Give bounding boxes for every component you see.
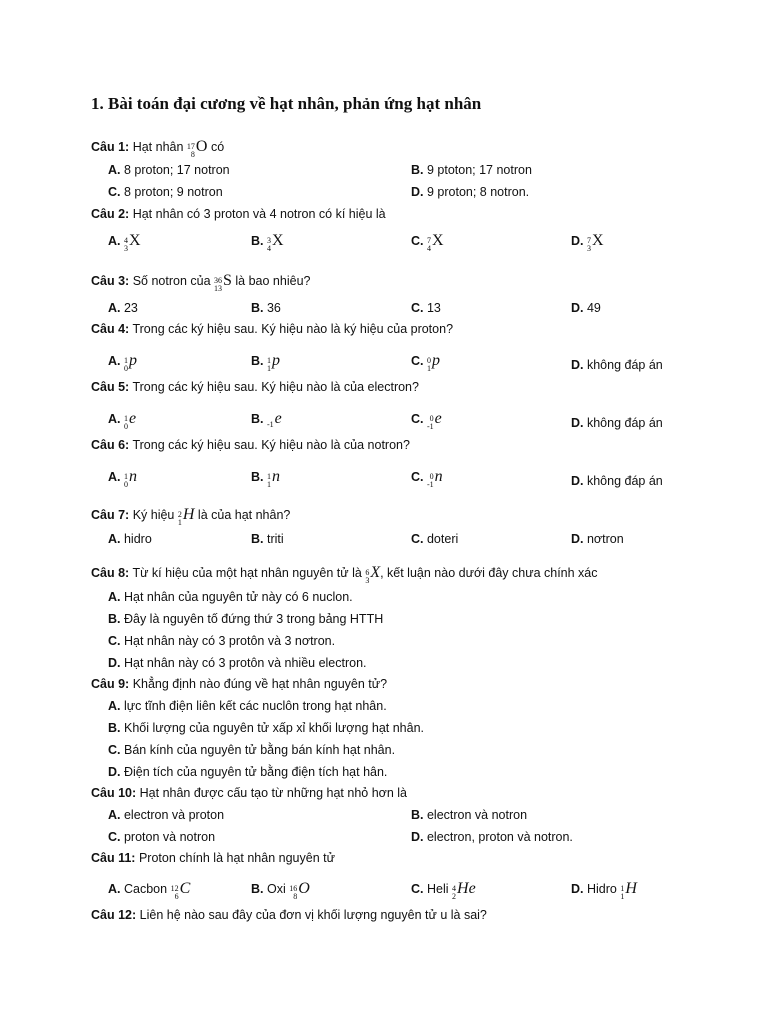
question-1 [91, 138, 224, 159]
option-b[interactable]: B. 36 [251, 301, 281, 315]
option-b[interactable]: B. triti [251, 532, 284, 546]
option-d[interactable]: D. Điện tích của nguyên tử bằng điện tích hạt hân. [108, 765, 388, 779]
question-2 [91, 207, 386, 221]
question-text: Proton chính là hạt nhân nguyên tử [138, 851, 335, 865]
option-a[interactable]: A. 1 0 p [108, 352, 137, 373]
option-b[interactable]: B. -1 e [251, 410, 282, 429]
question-label: Câu 11: [91, 851, 136, 865]
isotope-symbol: 2 1 H [177, 506, 195, 527]
question-text: Hạt nhân [132, 140, 184, 154]
question-label: Câu 8: [91, 566, 130, 580]
question-text: Trong các ký hiệu sau. Ký hiệu nào là của notron? [132, 438, 410, 452]
question-label: Câu 6: [91, 438, 130, 452]
option-d[interactable]: D. Hidro 1 1 H [571, 880, 637, 901]
option-a[interactable]: A. 23 [108, 301, 138, 315]
option-b[interactable]: B. Oxi 16 8 O [251, 880, 310, 901]
option-a[interactable]: A. 1 0 n [108, 468, 137, 489]
question-label: Câu 3: [91, 274, 130, 288]
question-5 [91, 380, 419, 394]
option-c[interactable]: C. 0 1 p [411, 352, 440, 373]
option-a[interactable]: A. 8 proton; 17 notron [108, 163, 230, 177]
option-a[interactable]: A. Cacbon 12 6 C [108, 880, 191, 901]
option-c[interactable]: C. 8 proton; 9 notron [108, 185, 223, 199]
question-11 [91, 851, 335, 865]
option-c[interactable]: C. Bán kính của nguyên tử bằng bán kính hạt nhân. [108, 743, 396, 757]
option-a[interactable]: A. 4 3 X [108, 232, 141, 253]
question-text: Trong các ký hiệu sau. Ký hiệu nào là ký hiệu của proton? [132, 322, 454, 336]
question-label: Câu 1: [91, 140, 130, 154]
question-text: Liên hệ nào sau đây của đơn vị khối lượng nguyên tử u là sai? [139, 908, 487, 922]
option-d[interactable]: D. electron, proton và notron. [411, 830, 573, 844]
option-b[interactable]: B. Khối lượng của nguyên tử xấp xỉ khối lượng hạt nhân. [108, 721, 424, 735]
option-b[interactable]: B. 1 1 p [251, 352, 280, 373]
question-label: Câu 2: [91, 207, 130, 221]
question-text: là của hạt nhân? [197, 508, 291, 522]
option-c[interactable]: C. doteri [411, 532, 459, 546]
option-c[interactable]: C. 13 [411, 301, 441, 315]
option-c[interactable]: C. 7 4 X [411, 232, 444, 253]
option-c[interactable]: C. proton và notron [108, 830, 216, 844]
option-b[interactable]: B. 3 4 X [251, 232, 284, 253]
option-c[interactable]: C. 0 -1 e [411, 410, 442, 431]
isotope-symbol: 6 3 X [365, 564, 381, 585]
option-d[interactable]: D. nơtron [571, 532, 624, 546]
option-d[interactable]: D. 49 [571, 301, 601, 315]
question-text: Trong các ký hiệu sau. Ký hiệu nào là của electron? [132, 380, 419, 394]
option-d[interactable]: D. không đáp án [571, 358, 663, 372]
question-12 [91, 908, 487, 922]
option-a[interactable]: A. lực tĩnh điện liên kết các nuclôn trong hạt nhân. [108, 699, 387, 713]
question-label: Câu 5: [91, 380, 130, 394]
question-text: Số notron của [132, 274, 211, 288]
question-8 [91, 564, 598, 585]
option-d[interactable]: D. Hạt nhân này có 3 protôn và nhiều electron. [108, 656, 367, 670]
option-d[interactable]: D. 7 3 X [571, 232, 604, 253]
question-3 [91, 272, 310, 293]
option-a[interactable]: A. hidro [108, 532, 152, 546]
option-d[interactable]: D. 9 proton; 8 notron. [411, 185, 530, 199]
option-b[interactable]: B. 1 1 n [251, 468, 280, 489]
option-d[interactable]: D. không đáp án [571, 416, 663, 430]
question-label: Câu 9: [91, 677, 130, 691]
question-9 [91, 677, 387, 691]
question-text: Từ kí hiệu của một hạt nhân nguyên tử là [132, 566, 362, 580]
option-b[interactable]: B. Đây là nguyên tố đứng thứ 3 trong bảng HTTH [108, 612, 384, 626]
question-text: Ký hiệu [132, 508, 175, 522]
option-c[interactable]: C. Heli 4 2 He [411, 880, 476, 901]
question-label: Câu 7: [91, 508, 130, 522]
question-label: Câu 12: [91, 908, 137, 922]
question-label: Câu 10: [91, 786, 137, 800]
question-text: Hạt nhân có 3 proton và 4 notron có kí hiệu là [132, 207, 386, 221]
section-heading: 1. Bài toán đại cương về hạt nhân, phản ứng hạt nhân [91, 94, 482, 113]
option-b[interactable]: B. electron và notron [411, 808, 528, 822]
question-label: Câu 4: [91, 322, 130, 336]
option-c[interactable]: C. Hạt nhân này có 3 protôn và 3 nơtron. [108, 634, 336, 648]
question-text: là bao nhiêu? [235, 274, 311, 288]
option-c[interactable]: C. 0 -1 n [411, 468, 443, 489]
isotope-symbol: 36 13 S [214, 272, 232, 293]
option-a[interactable]: A. 1 0 e [108, 410, 137, 431]
option-a[interactable]: A. electron và proton [108, 808, 225, 822]
question-7 [91, 506, 290, 527]
question-text: Hạt nhân được cấu tạo từ những hạt nhỏ hơn là [139, 786, 408, 800]
isotope-symbol: 17 8 O [186, 138, 208, 159]
question-text: , kết luận nào dưới đây chưa chính xác [380, 566, 598, 580]
question-6 [91, 438, 410, 452]
question-4 [91, 322, 453, 336]
option-a[interactable]: A. Hạt nhân của nguyên tử này có 6 nuclon. [108, 590, 353, 604]
option-b[interactable]: B. 9 ptoton; 17 notron [411, 163, 532, 177]
question-10 [91, 786, 407, 800]
option-d[interactable]: D. không đáp án [571, 474, 663, 488]
question-text: Khẳng định nào đúng về hạt nhân nguyên tử? [132, 677, 388, 691]
question-text: có [210, 140, 225, 154]
